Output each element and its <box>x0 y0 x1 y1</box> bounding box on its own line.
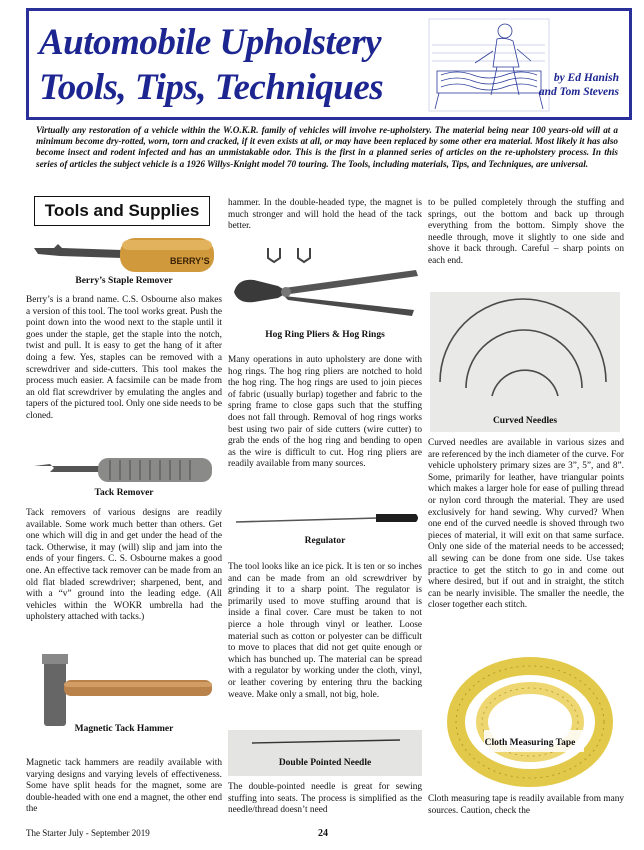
column-1-block-2 <box>26 508 222 624</box>
staple-remover-text: Berry’s is a brand name. C.S. Osbourne also makes a version of this tool. The tool works great. Push the point down into the wood next to the staple until it goes under the staple, get the staple into the notch, twist and pull. It is easy to get the hang of it after doing a few. Yes, staples can be removed with a screwdriver and side-cutters. This tool makes the process much easier. A facsimile can be made from an old flat screwdriver by emulating the angles and tapers of the pictured tool. Only one side needs to be cloned. <box>26 295 222 421</box>
hog-ring-text: Many operations in auto upholstery are done with hog rings. The hog ring pliers are notched to hold the hog ring. The hog rings are used to join pieces of fabric (usually burlap) together and fabric to the spring frame to close gaps such that the stuffing does not fall through. Removal of hog rings works best using two pair of side cutters (wire cutter) to grab the ends of the hog ring and bending to open as the wire is difficult to cut. Hog ring pliers are readily available from many sources. <box>228 355 422 470</box>
hog-ring-pliers-figure <box>228 240 422 348</box>
column-2-block-1 <box>228 198 422 233</box>
regulator-figure <box>228 500 422 556</box>
regulator-image <box>228 500 422 534</box>
tack-hammer-image <box>30 650 218 728</box>
measuring-tape-caption: Cloth Measuring Tape <box>484 738 576 748</box>
footer-page-number: 24 <box>318 828 328 839</box>
tack-hammer-figure <box>30 650 218 746</box>
title-line-1: Automobile Upholstery <box>39 22 382 63</box>
byline <box>539 71 619 99</box>
column-3-block-2 <box>428 438 624 612</box>
double-needle-continued-text: to be pulled completely through the stuffing and springs, out the bottom and back up through everything from the bottom. Simply shove the needle through, move it slightly to one side and shove it back through. Careful – sharp points on each end. <box>428 198 624 266</box>
tack-hammer-text: Magnetic tack hammers are readily available with varying designs and varying levels of effectiveness. Some have split heads for the magnet, some are double-headed with one end a magnet, the other end the <box>26 758 222 815</box>
tack-remover-text: Tack removers of various designs are readily available. Some work much better than others. Get one which will dig in and get under the head of the tack. Otherwise, it may (will) slip and jam into the ends of your fingers. C. S. Osbourne makes a good one. An effective tack remover can be made from an old flat bladed screwdriver; sharpened, bent, and with a “v” ground into the leading edge. (All vehicles within the WOKR umbrella had the upholstery attached with tacks.) <box>26 508 222 623</box>
upholsterer-engraving <box>427 15 551 115</box>
double-needle-text: The double-pointed needle is great for sewing stuffing into seats. The process is simplified as the needle/thread doesn’t need <box>228 782 422 816</box>
section-heading: Tools and Supplies <box>34 196 210 226</box>
tack-hammer-caption: Magnetic Tack Hammer <box>74 724 174 734</box>
double-needle-image <box>228 730 422 754</box>
measuring-tape-text: Cloth measuring tape is readily available from many sources. Caution, check the <box>428 794 624 816</box>
tack-remover-figure <box>30 452 218 502</box>
staple-remover-figure <box>30 232 218 288</box>
column-2-block-2 <box>228 355 422 471</box>
column-1-block-1 <box>26 295 222 423</box>
column-2-block-3 <box>228 562 422 701</box>
curved-needles-caption: Curved Needles <box>492 416 558 426</box>
column-3-block-1 <box>428 198 624 268</box>
column-1-block-3 <box>26 758 222 816</box>
double-needle-figure <box>228 730 422 776</box>
curved-needles-text: Curved needles are available in various sizes and are referenced by the inch diameter of the curve. For vehicle upholstery primary sizes are 3”, 5”, and 8”. Some, primarily for leather, have triangular points which makes a larger hole for ease of pulling thread or nylon cord through the material. They are used exclusively for hand sewing. Why curved? When one end of the curved needle is shoved through two pieces of material, it will exit on that same surface. Only one side of the material needs to be accessed; all sewing can be done from one side. Use takes practice to get the stitch to go in and come out where desired, but if out and in straight, the stitch can be nearly invisible. The smaller the needle, the closer together each stitch. <box>428 438 624 611</box>
hammer-continued-text: hammer. In the double-headed type, the magnet is much stronger and will hold the head of the tack better. <box>228 198 422 232</box>
byline-author-2: and Tom Stevens <box>538 86 619 98</box>
byline-author-1: by Ed Hanish <box>553 72 619 84</box>
double-needle-caption: Double Pointed Needle <box>278 758 372 768</box>
title-line-2: Tools, Tips, Techniques <box>39 67 384 108</box>
title-banner <box>26 8 632 120</box>
hog-ring-pliers-image <box>228 240 422 330</box>
intro-paragraph: Virtually any restoration of a vehicle within the W.O.K.R. family of vehicles will involve re-upholstery. The material being near 100 years-old will at a minimum become dry-rotted, worn, torn and cracked, if it even exists at all, or may have been replaced by some other era material. Most likely it has also become insect and rodent infected and has an unmistakable odor. This is the first in a planned series of articles on the re-upholstery process. In this series of articles the subject vehicle is a 1926 Willys-Knight model 70 touring. The Tools, including materials, Tips, and Techniques, are universal. <box>36 125 618 169</box>
regulator-text: The tool looks like an ice pick. It is ten or so inches and can be made from an old screwdriver by grinding it to a sharp point. The regulator is primarily used to move stuffing around that is inside a final cover. Care must be taken to not pierce a hole through vinyl or leather. Loose material such as cotton or polyester can be difficult to move to places that did not get quite enough or which has bunched up. The material can be spread with a regulator by working under the cloth, vinyl, or leather covering by entering thru the backing weave. Make only a small, not big, hole. <box>228 562 422 700</box>
staple-remover-image <box>30 232 218 276</box>
column-2-block-4 <box>228 782 422 817</box>
tack-remover-caption: Tack Remover <box>94 488 154 498</box>
staple-remover-caption: Berry’s Staple Remover <box>75 276 173 286</box>
footer-publication: The Starter July - September 2019 <box>26 828 150 838</box>
staple-remover-brand-text: BERRY’S <box>170 256 210 266</box>
curved-needles-image <box>430 292 620 412</box>
hog-ring-pliers-caption: Hog Ring Pliers & Hog Rings <box>265 330 385 340</box>
tack-remover-image <box>30 452 218 488</box>
curved-needles-figure <box>430 292 620 432</box>
regulator-caption: Regulator <box>304 536 346 546</box>
measuring-tape-figure <box>440 650 620 790</box>
column-3-block-3 <box>428 794 624 817</box>
measuring-tape-image <box>440 650 620 790</box>
